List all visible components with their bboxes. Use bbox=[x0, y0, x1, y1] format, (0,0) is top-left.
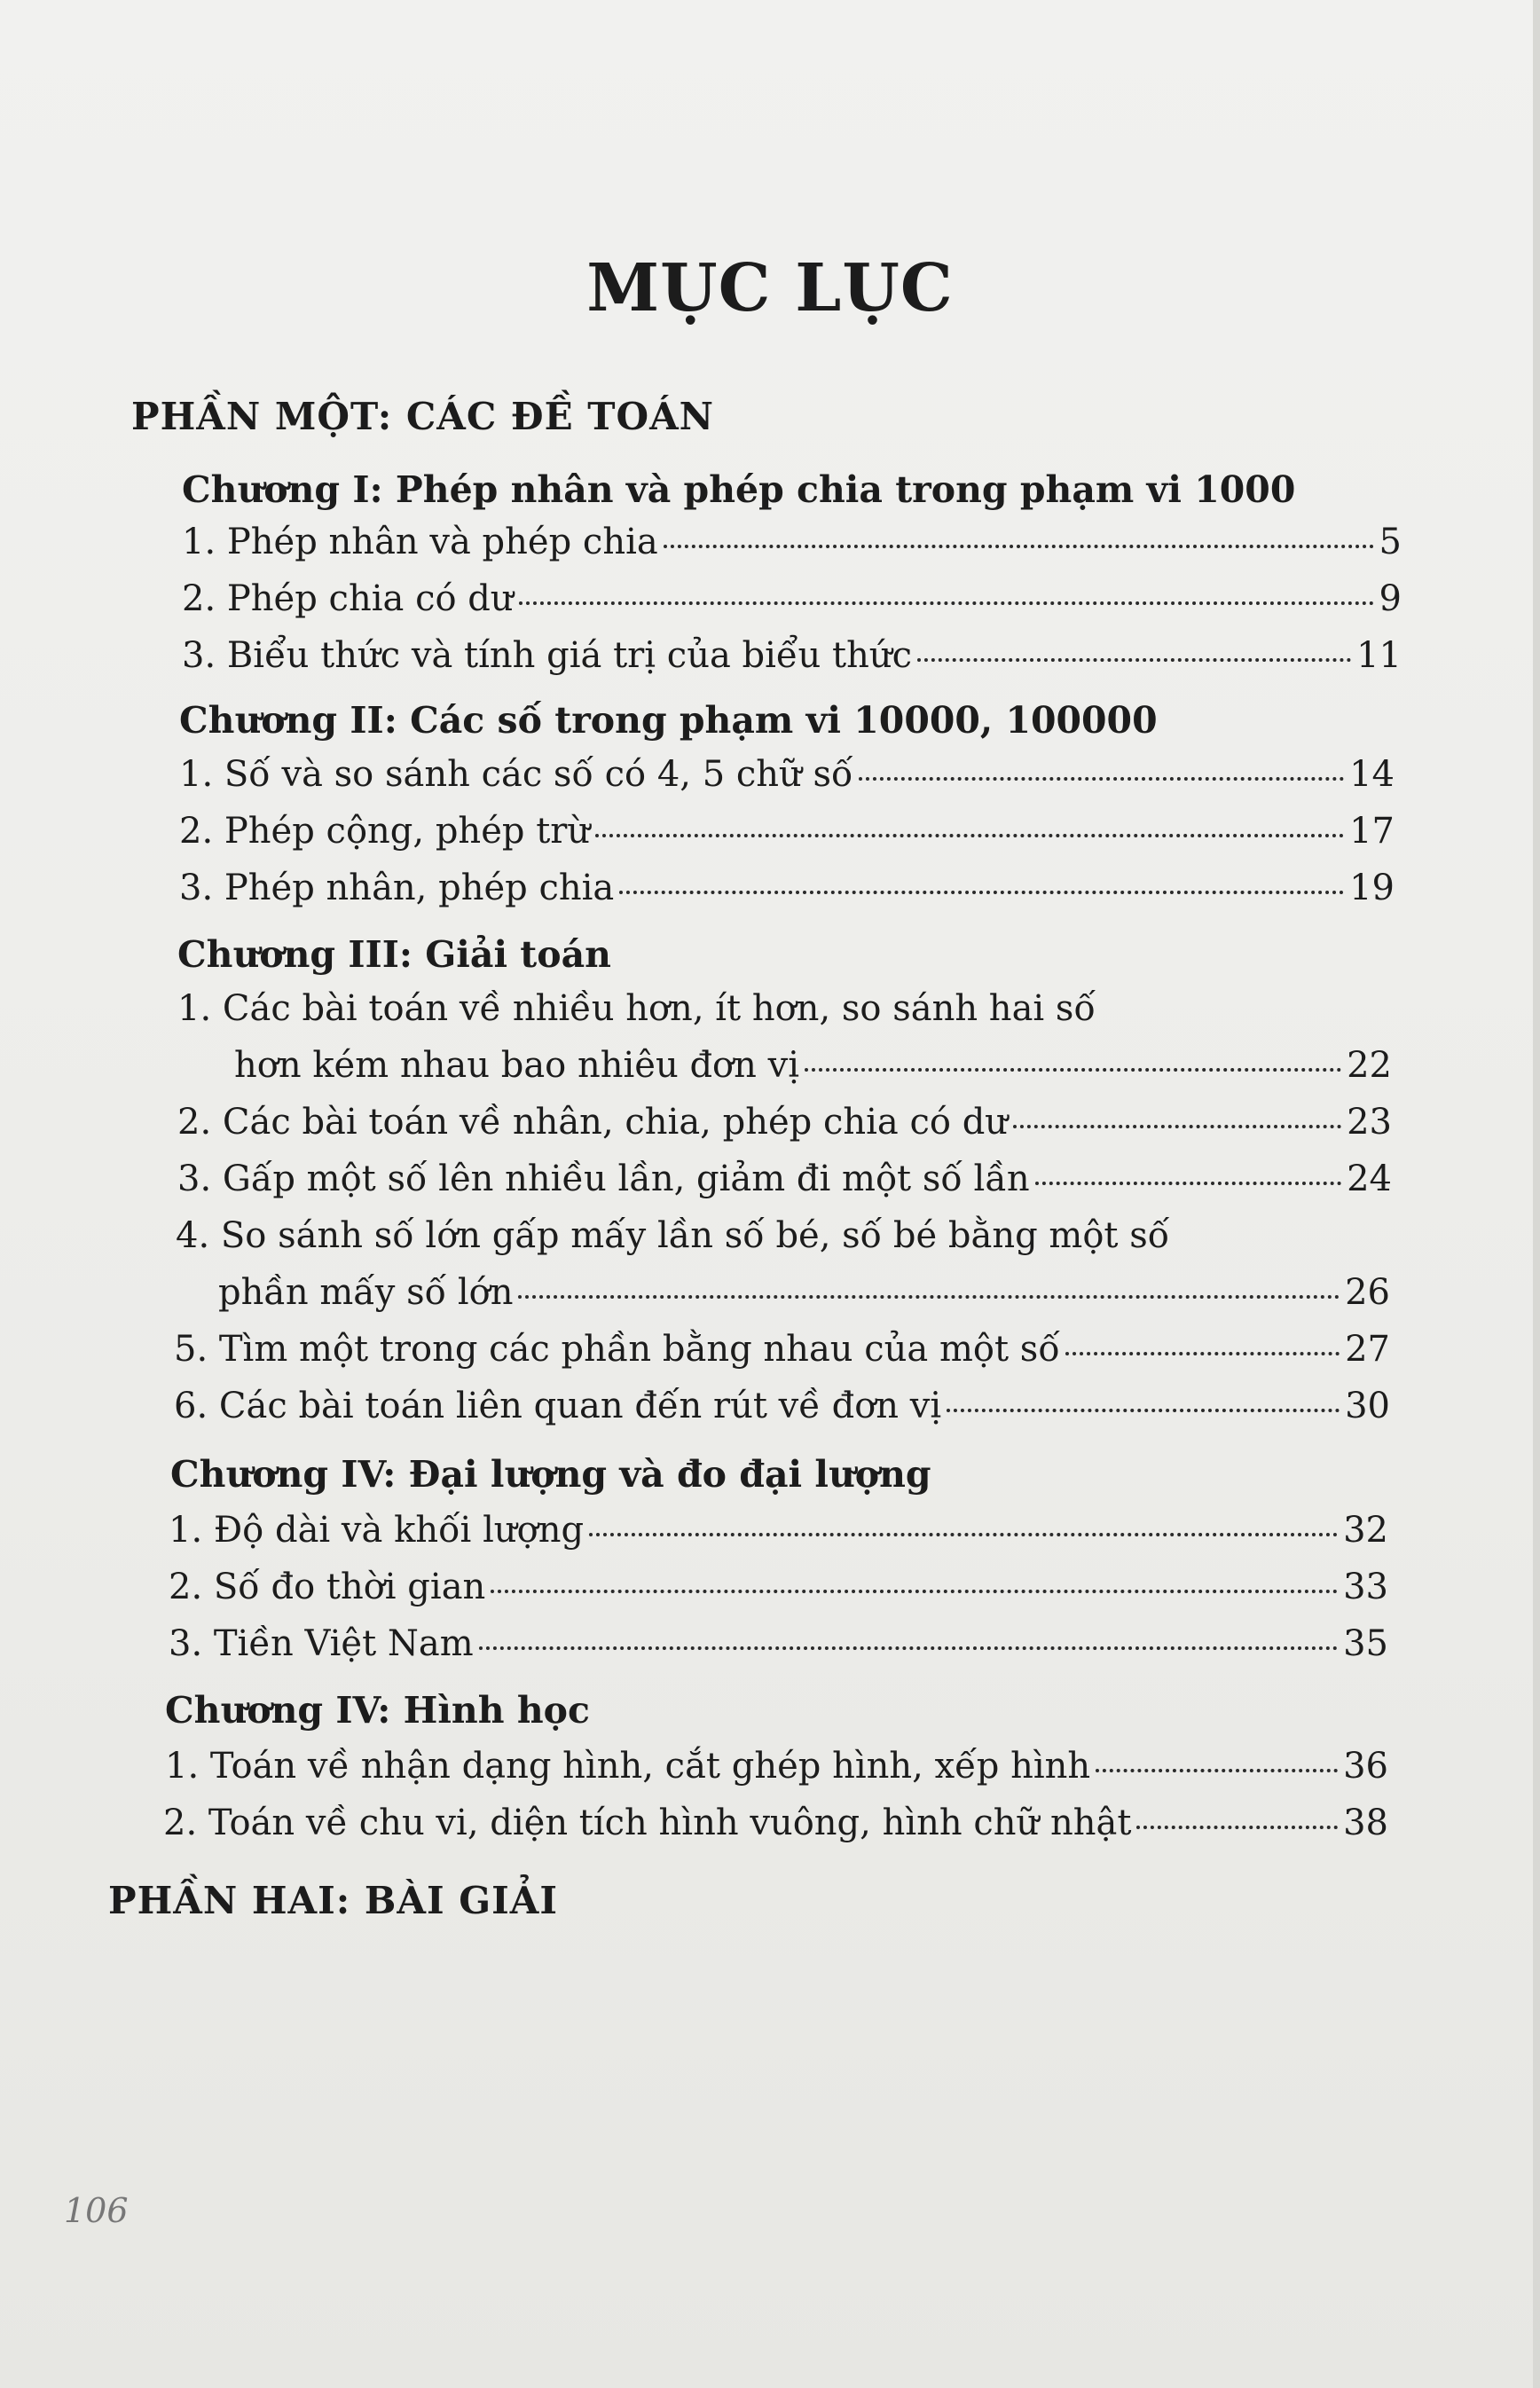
toc-entry-page: 36 bbox=[1343, 1746, 1388, 1787]
toc-entry-page: 22 bbox=[1347, 1045, 1392, 1086]
toc-entry[interactable] bbox=[174, 1386, 1390, 1432]
leader-dots bbox=[491, 1590, 1338, 1593]
leader-dots bbox=[1065, 1352, 1340, 1355]
toc-entry-text: phần mấy số lớn bbox=[218, 1272, 514, 1313]
toc-entry-text: 3. Biểu thức và tính giá trị của biểu thức bbox=[182, 635, 913, 676]
toc-entry-page: 23 bbox=[1347, 1102, 1392, 1143]
toc-entry[interactable] bbox=[177, 1159, 1392, 1205]
toc-entry-page: 26 bbox=[1345, 1272, 1390, 1313]
leader-dots bbox=[589, 1533, 1338, 1536]
chapter-heading: Chương III: Giải toán bbox=[177, 933, 611, 976]
leader-dots bbox=[1136, 1826, 1338, 1829]
leader-dots bbox=[595, 834, 1344, 837]
leader-dots bbox=[1035, 1182, 1341, 1185]
toc-entry[interactable] bbox=[163, 1803, 1388, 1849]
toc-entry-continuation[interactable] bbox=[234, 1045, 1392, 1091]
toc-entry-text: 3. Tiền Việt Nam bbox=[169, 1623, 474, 1664]
toc-entry[interactable] bbox=[169, 1510, 1388, 1556]
toc-entry[interactable] bbox=[182, 635, 1402, 681]
toc-entry-text: 1. Toán về nhận dạng hình, cắt ghép hình, xếp hình bbox=[165, 1746, 1091, 1787]
toc-entry-text: 6. Các bài toán liên quan đến rút về đơn vị bbox=[174, 1386, 942, 1426]
page-title: MỤC LỤC bbox=[586, 250, 954, 326]
leader-dots bbox=[1013, 1125, 1341, 1128]
toc-entry-page: 14 bbox=[1349, 754, 1395, 795]
toc-entry-text: 5. Tìm một trong các phần bằng nhau của một số bbox=[174, 1329, 1060, 1370]
toc-entry[interactable] bbox=[179, 868, 1395, 914]
toc-entry-page: 33 bbox=[1343, 1567, 1388, 1607]
toc-entry-text: 3. Phép nhân, phép chia bbox=[179, 868, 615, 908]
toc-entry-continuation[interactable] bbox=[218, 1272, 1390, 1318]
toc-entry[interactable] bbox=[169, 1567, 1388, 1613]
chapter-heading: Chương II: Các số trong phạm vi 10000, 100000 bbox=[179, 699, 1158, 742]
toc-entry-text: 1. Độ dài và khối lượng bbox=[169, 1510, 585, 1551]
toc-entry-text: 2. Toán về chu vi, diện tích hình vuông, hình chữ nhật bbox=[163, 1803, 1132, 1843]
leader-dots bbox=[479, 1646, 1338, 1650]
toc-entry-page: 38 bbox=[1343, 1803, 1388, 1843]
toc-entry[interactable] bbox=[174, 1329, 1390, 1375]
toc-entry[interactable] bbox=[179, 754, 1395, 800]
toc-entry-text: 2. Phép cộng, phép trừ bbox=[179, 811, 591, 852]
leader-dots bbox=[664, 545, 1374, 548]
toc-entry-text[interactable]: 1. Các bài toán về nhiều hơn, ít hơn, so sánh hai số bbox=[177, 988, 1096, 1029]
toc-entry-page: 11 bbox=[1356, 635, 1402, 676]
toc-entry-text[interactable]: 4. So sánh số lớn gấp mấy lần số bé, số bé bằng một số bbox=[176, 1215, 1170, 1256]
toc-entry[interactable] bbox=[179, 811, 1395, 857]
toc-entry-text: 2. Phép chia có dư bbox=[182, 578, 514, 619]
toc-entry-text: 1. Số và so sánh các số có 4, 5 chữ số bbox=[179, 754, 853, 795]
toc-entry-text: 3. Gấp một số lên nhiều lần, giảm đi một số lần bbox=[177, 1159, 1030, 1199]
toc-entry-text: 1. Phép nhân và phép chia bbox=[182, 522, 658, 562]
leader-dots bbox=[518, 1295, 1340, 1299]
toc-entry-page: 17 bbox=[1349, 811, 1395, 852]
toc-entry-page: 30 bbox=[1345, 1386, 1390, 1426]
toc-entry-page: 32 bbox=[1343, 1510, 1388, 1551]
part-two-heading: PHẦN HAI: BÀI GIẢI bbox=[108, 1879, 559, 1922]
leader-dots bbox=[917, 658, 1351, 662]
part-one-heading: PHẦN MỘT: CÁC ĐỀ TOÁN bbox=[131, 395, 715, 438]
leader-dots bbox=[805, 1068, 1341, 1072]
leader-dots bbox=[519, 601, 1374, 605]
toc-entry-text: hơn kém nhau bao nhiêu đơn vị bbox=[234, 1045, 799, 1086]
toc-entry[interactable] bbox=[182, 578, 1402, 624]
leader-dots bbox=[947, 1409, 1340, 1412]
toc-entry-page: 5 bbox=[1379, 522, 1402, 562]
toc-entry-page: 24 bbox=[1347, 1159, 1392, 1199]
toc-entry-page: 35 bbox=[1343, 1623, 1388, 1664]
toc-entry[interactable] bbox=[182, 522, 1402, 568]
chapter-heading: Chương IV: Hình học bbox=[165, 1689, 590, 1732]
chapter-heading: Chương IV: Đại lượng và đo đại lượng bbox=[170, 1453, 931, 1496]
toc-entry-page: 9 bbox=[1379, 578, 1402, 619]
toc-entry-page: 27 bbox=[1345, 1329, 1390, 1370]
toc-entry-page: 19 bbox=[1349, 868, 1395, 908]
toc-entry-text: 2. Số đo thời gian bbox=[169, 1567, 486, 1607]
page-number: 106 bbox=[64, 2191, 129, 2230]
toc-entry[interactable] bbox=[169, 1623, 1388, 1669]
leader-dots bbox=[859, 777, 1345, 781]
toc-entry[interactable] bbox=[165, 1746, 1388, 1792]
leader-dots bbox=[1096, 1769, 1338, 1772]
chapter-heading: Chương I: Phép nhân và phép chia trong phạm vi 1000 bbox=[182, 468, 1296, 511]
toc-entry-text: 2. Các bài toán về nhân, chia, phép chia có dư bbox=[177, 1102, 1009, 1143]
page-edge bbox=[1533, 0, 1540, 2388]
toc-entry[interactable] bbox=[177, 1102, 1392, 1148]
leader-dots bbox=[619, 891, 1344, 894]
